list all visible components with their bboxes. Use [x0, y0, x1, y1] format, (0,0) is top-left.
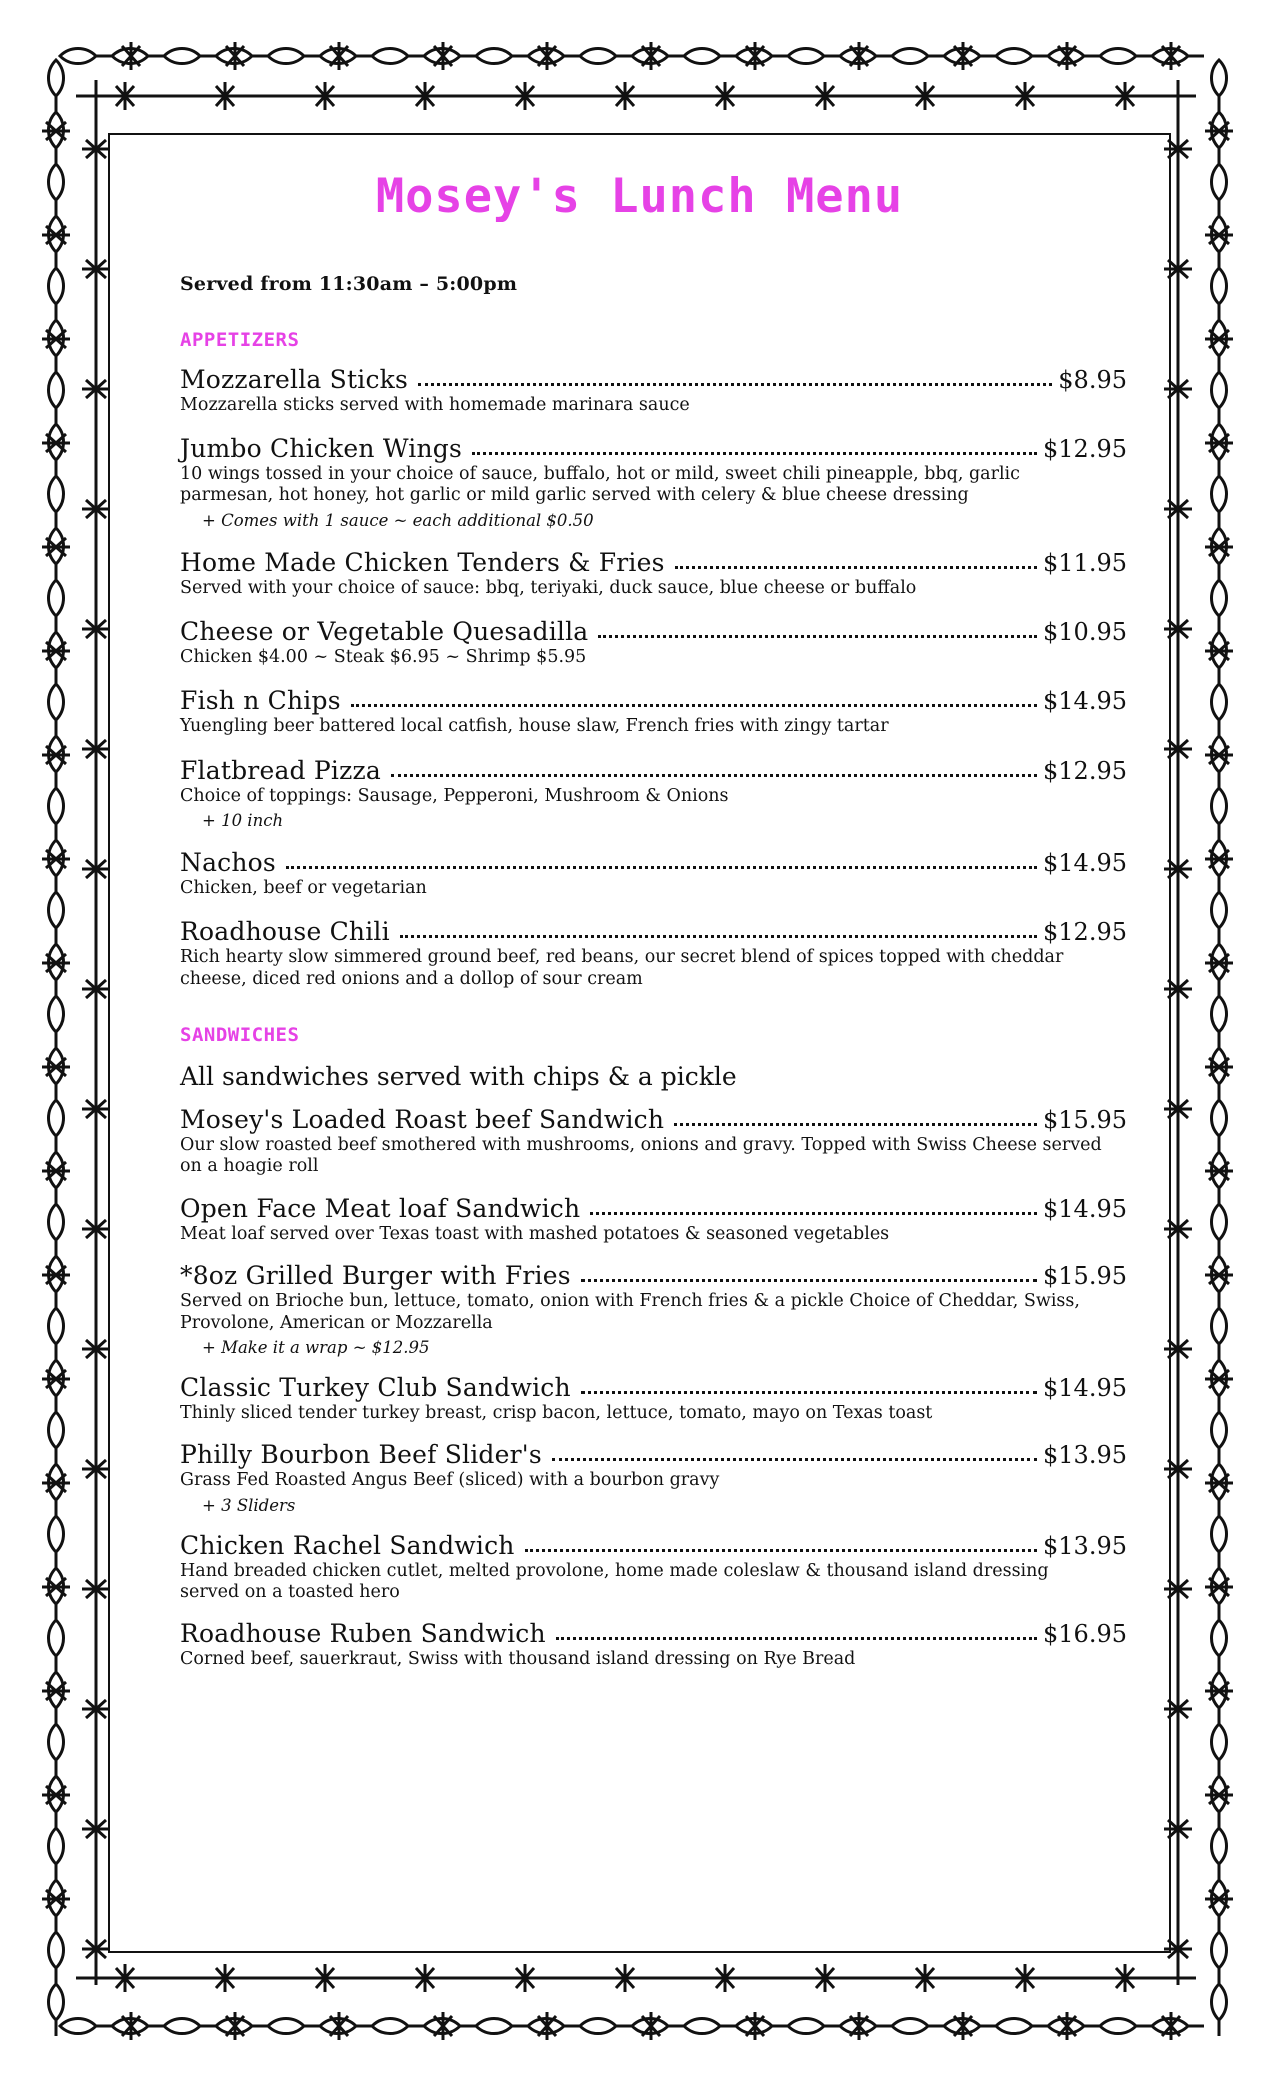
dot-leader — [674, 1122, 1037, 1126]
menu-item-note: + 10 inch — [202, 811, 284, 831]
menu-page — [108, 133, 1171, 1953]
menu-item-name: Flatbread Pizza — [180, 755, 381, 785]
menu-item-head — [180, 1619, 1127, 1648]
menu-item-head — [180, 1440, 1127, 1469]
menu-item-description: Meat loaf served over Texas toast with mashed potatoes & seasoned vegetables — [180, 1223, 890, 1244]
menu-item-price: $13.95 — [1043, 1531, 1127, 1560]
menu-item — [180, 1373, 1127, 1424]
menu-item-head — [180, 1373, 1127, 1402]
menu-item — [180, 1105, 1127, 1178]
menu-item — [180, 917, 1127, 990]
menu-item-price: $14.95 — [1043, 849, 1127, 878]
menu-item-note: + 3 Sliders — [202, 1495, 296, 1515]
service-hours: Served from 11:30am – 5:00pm — [180, 272, 518, 295]
menu-item-description: Mozzarella sticks served with homemade marinara sauce — [180, 394, 690, 415]
sandwiches-list — [152, 1105, 1127, 1670]
menu-item-description: Rich hearty slow simmered ground beef, red beans, our secret blend of spices topped with cheddar cheese, diced red onions and a dollop of sour cream — [180, 947, 1064, 989]
dot-leader — [400, 934, 1037, 938]
dot-leader — [581, 1278, 1037, 1282]
page-title: Mosey's Lunch Menu — [375, 169, 904, 224]
menu-item-description: Chicken $4.00 ~ Steak $6.95 ~ Shrimp $5.95 — [180, 647, 587, 668]
appetizers-list — [152, 365, 1127, 990]
menu-item — [180, 756, 1127, 830]
menu-item-description: Corned beef, sauerkraut, Swiss with thousand island dressing on Rye Bread — [180, 1649, 856, 1670]
menu-item-description: Served on Brioche bun, lettuce, tomato, onion with French fries & a pickle Choice of Cheddar, Swiss, Provolone, American or Mozzarella — [180, 1291, 1080, 1333]
sandwiches-subheading: All sandwiches served with chips & a pickle — [180, 1062, 737, 1092]
dot-leader — [418, 382, 1052, 386]
menu-item — [180, 686, 1127, 737]
menu-item-price: $12.95 — [1043, 435, 1127, 464]
menu-item-head — [180, 617, 1127, 646]
dot-leader — [552, 1457, 1037, 1461]
menu-item-name: Mozzarella Sticks — [180, 364, 409, 394]
menu-item — [180, 434, 1127, 530]
menu-item-price: $14.95 — [1043, 1373, 1127, 1402]
dot-leader — [556, 1636, 1037, 1640]
menu-item-price: $11.95 — [1043, 548, 1127, 577]
menu-item-name: Roadhouse Chili — [180, 917, 390, 947]
section-heading-sandwiches: SANDWICHES — [180, 1024, 300, 1047]
menu-item-price: $16.95 — [1043, 1620, 1127, 1649]
menu-item-description: Yuengling beer battered local catfish, house slaw, French fries with zingy tartar — [180, 716, 889, 737]
menu-item-description: Thinly sliced tender turkey breast, crisp bacon, lettuce, tomato, mayo on Texas toast — [180, 1402, 933, 1423]
menu-item-description: 10 wings tossed in your choice of sauce, buffalo, hot or mild, sweet chili pineapple, bbq, garlic parmesan, hot honey, hot garlic or mild garlic served with celery & blue cheese dressing — [180, 464, 1020, 506]
menu-item-name: Classic Turkey Club Sandwich — [180, 1372, 571, 1402]
menu-item-head — [180, 434, 1127, 463]
menu-item-price: $8.95 — [1058, 365, 1127, 394]
dot-leader — [598, 634, 1037, 638]
menu-item — [180, 1619, 1127, 1670]
menu-item-price: $12.95 — [1043, 756, 1127, 785]
dot-leader — [525, 1548, 1037, 1552]
menu-item-head — [180, 365, 1127, 394]
menu-item-name: Philly Bourbon Beef Slider's — [180, 1440, 542, 1470]
menu-item-head — [180, 917, 1127, 946]
menu-item-description: Grass Fed Roasted Angus Beef (sliced) with a bourbon gravy — [180, 1470, 720, 1491]
dot-leader — [391, 773, 1037, 777]
menu-item-head — [180, 686, 1127, 715]
menu-item-head — [180, 1531, 1127, 1560]
menu-item-name: Jumbo Chicken Wings — [180, 434, 463, 464]
menu-item-description: Choice of toppings: Sausage, Pepperoni, Mushroom & Onions — [180, 785, 729, 806]
menu-item-price: $15.95 — [1043, 1262, 1127, 1291]
menu-item-price: $10.95 — [1043, 618, 1127, 647]
section-heading-appetizers: APPETIZERS — [180, 328, 300, 351]
menu-item-note: + Make it a wrap ~ $12.95 — [202, 1337, 430, 1357]
dot-leader — [351, 703, 1037, 707]
menu-item-price: $13.95 — [1043, 1441, 1127, 1470]
menu-item-name: Cheese or Vegetable Quesadilla — [180, 617, 589, 647]
menu-item-description: Served with your choice of sauce: bbq, teriyaki, duck sauce, blue cheese or buffalo — [180, 577, 917, 598]
menu-item-name: Open Face Meat loaf Sandwich — [180, 1193, 581, 1223]
menu-item — [180, 848, 1127, 899]
menu-item-description: Our slow roasted beef smothered with mushrooms, onions and gravy. Topped with Swiss Cheese served on a hoagie roll — [180, 1135, 1102, 1177]
menu-item-price: $15.95 — [1043, 1106, 1127, 1135]
menu-item-head — [180, 1261, 1127, 1290]
menu-item-name: *8oz Grilled Burger with Fries — [180, 1261, 571, 1291]
menu-item-head — [180, 756, 1127, 785]
dot-leader — [590, 1211, 1037, 1215]
dot-leader — [675, 565, 1037, 569]
menu-item-price: $14.95 — [1043, 687, 1127, 716]
menu-item — [180, 617, 1127, 668]
menu-item-description: Chicken, beef or vegetarian — [180, 878, 427, 899]
menu-item — [180, 1440, 1127, 1514]
menu-item — [180, 365, 1127, 416]
menu-item-head — [180, 1105, 1127, 1134]
menu-item-name: Nachos — [180, 848, 276, 878]
menu-item-price: $12.95 — [1043, 918, 1127, 947]
menu-item — [180, 1194, 1127, 1245]
menu-item-note: + Comes with 1 sauce ~ each additional $0.50 — [202, 510, 594, 530]
menu-item-description: Hand breaded chicken cutlet, melted provolone, home made coleslaw & thousand island dressing served on a toasted hero — [180, 1560, 1049, 1602]
menu-item-name: Home Made Chicken Tenders & Fries — [180, 547, 665, 577]
menu-item-name: Chicken Rachel Sandwich — [180, 1530, 515, 1560]
dot-leader — [472, 451, 1037, 455]
dot-leader — [581, 1390, 1037, 1394]
menu-item-name: Fish n Chips — [180, 686, 341, 716]
menu-item-head — [180, 548, 1127, 577]
menu-item-name: Mosey's Loaded Roast beef Sandwich — [180, 1105, 665, 1135]
menu-item-price: $14.95 — [1043, 1194, 1127, 1223]
menu-item-head — [180, 1194, 1127, 1223]
menu-item-name: Roadhouse Ruben Sandwich — [180, 1619, 546, 1649]
menu-item — [180, 1531, 1127, 1604]
dot-leader — [286, 865, 1037, 869]
menu-item — [180, 1261, 1127, 1357]
menu-item-head — [180, 848, 1127, 877]
menu-item — [180, 548, 1127, 599]
